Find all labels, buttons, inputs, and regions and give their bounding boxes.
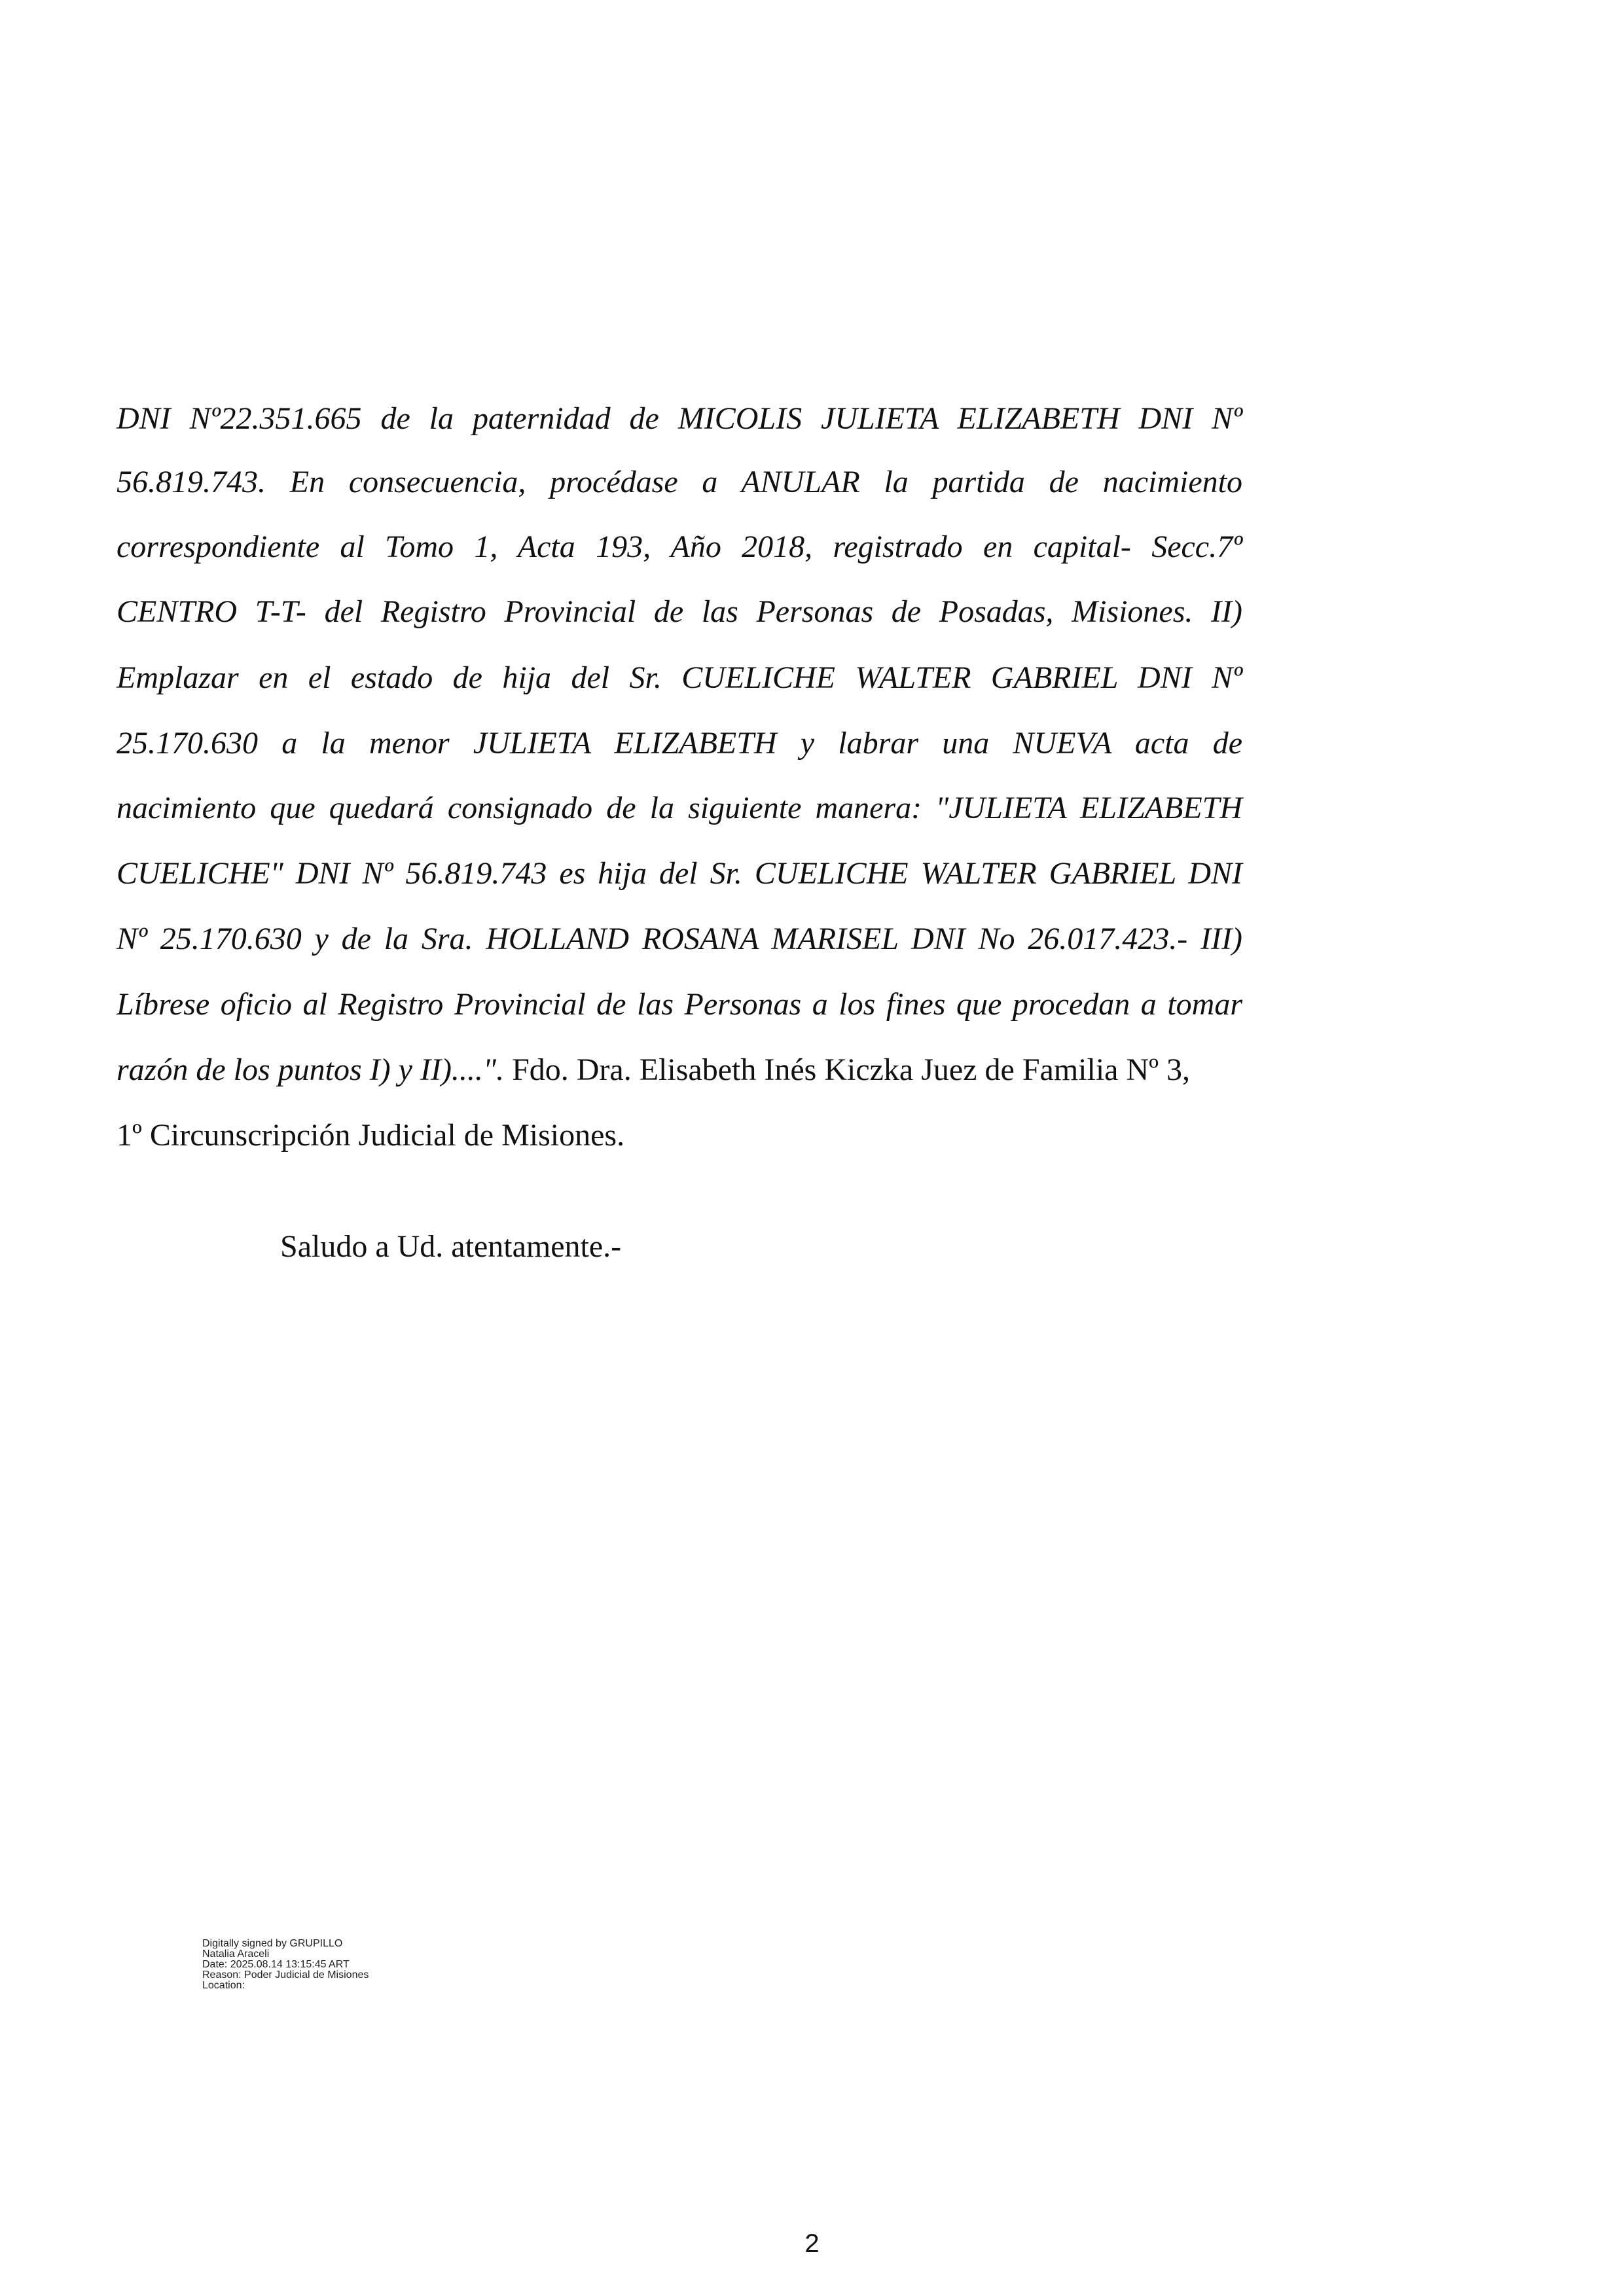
signature-line-2: Natalia Araceli bbox=[202, 1948, 270, 1960]
body-line-1: DNI Nº22.351.665 de la paternidad de MICOLIS JULIETA ELIZABETH DNI Nº bbox=[117, 401, 1242, 436]
body-line-6: 25.170.630 a la menor JULIETA ELIZABETH y labrar una NUEVA acta de bbox=[117, 726, 1242, 761]
body-line-8: CUELICHE" DNI Nº 56.819.743 es hija del Sr. CUELICHE WALTER GABRIEL DNI bbox=[117, 856, 1242, 891]
signature-line-1: Digitally signed by GRUPILLO bbox=[202, 1938, 343, 1949]
body-line-2: 56.819.743. En consecuencia, procédase a ANULAR la partida de nacimiento bbox=[117, 465, 1242, 499]
page-number: 2 bbox=[804, 2229, 820, 2258]
body-line-12: 1º Circunscripción Judicial de Misiones. bbox=[117, 1118, 625, 1153]
closing-salutation: Saludo a Ud. atentamente.- bbox=[280, 1229, 622, 1264]
signature-line-3: Date: 2025.08.14 13:15:45 ART bbox=[202, 1959, 350, 1970]
body-line-4: CENTRO T-T- del Registro Provincial de las Personas de Posadas, Misiones. II) bbox=[117, 594, 1242, 629]
body-line-11 bbox=[117, 1050, 1242, 1090]
body-line-5: Emplazar en el estado de hija del Sr. CUELICHE WALTER GABRIEL DNI Nº bbox=[117, 660, 1242, 695]
body-line-7: nacimiento que quedará consignado de la siguiente manera: "JULIETA ELIZABETH bbox=[117, 791, 1242, 825]
body-line-9: Nº 25.170.630 y de la Sra. HOLLAND ROSANA MARISEL DNI No 26.017.423.- III) bbox=[117, 922, 1242, 956]
digital-signature-block bbox=[202, 1939, 369, 1991]
body-line-10: Líbrese oficio al Registro Provincial de las Personas a los fines que procedan a tomar bbox=[117, 987, 1242, 1022]
signature-line-5: Location: bbox=[202, 1980, 245, 1991]
body-line-11-regular: Fdo. Dra. Elisabeth Inés Kiczka Juez de Familia Nº 3, bbox=[504, 1052, 1191, 1087]
body-line-11-italic: razón de los puntos I) y II)....". bbox=[117, 1052, 505, 1087]
body-line-3: correspondiente al Tomo 1, Acta 193, Año 2018, registrado en capital- Secc.7º bbox=[117, 529, 1242, 564]
signature-line-4: Reason: Poder Judicial de Misiones bbox=[202, 1969, 369, 1981]
